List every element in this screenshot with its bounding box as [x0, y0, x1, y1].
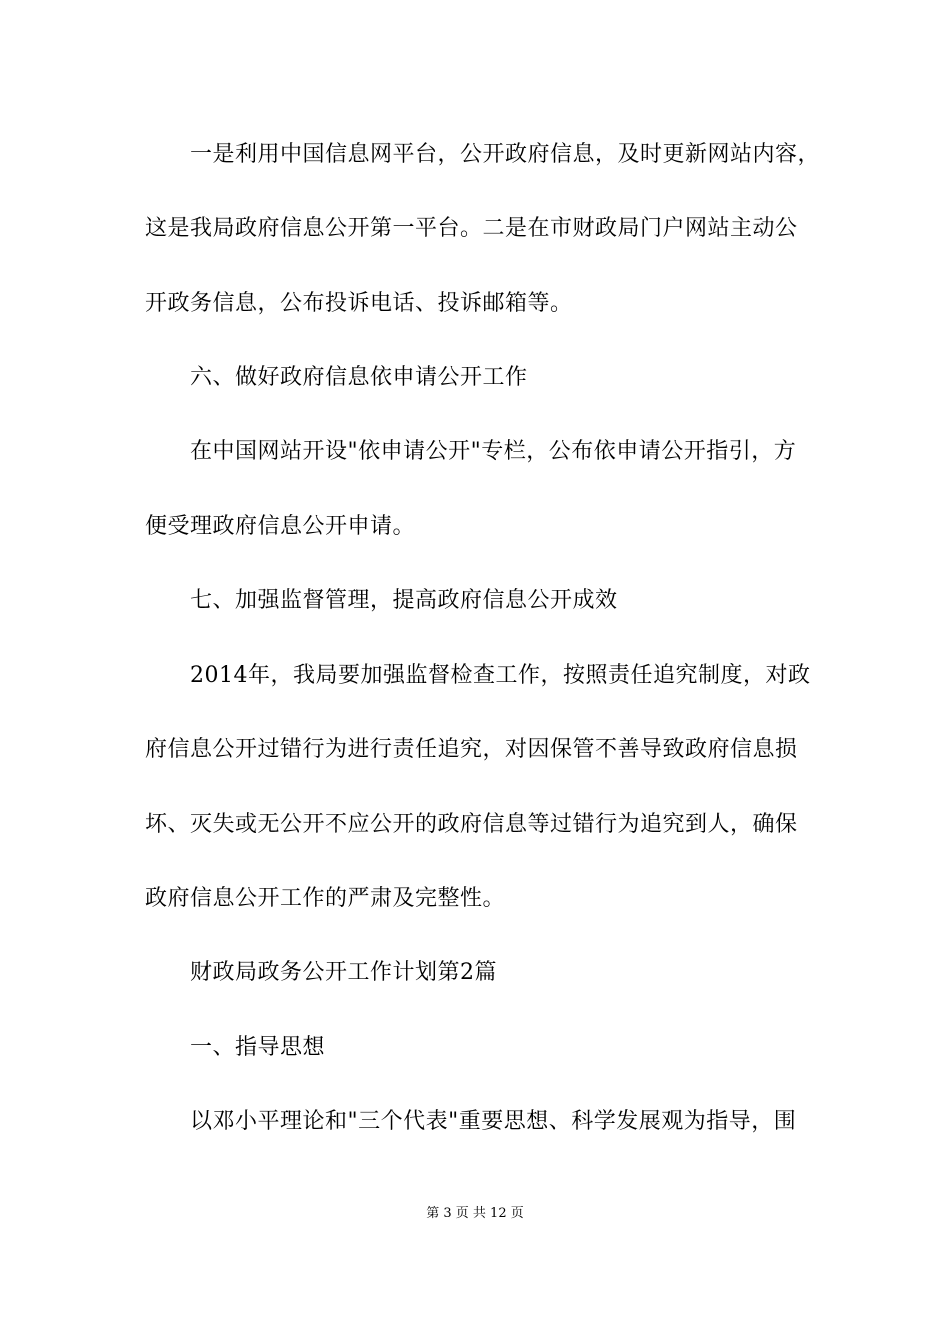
- section-heading: 一、指导思想: [190, 1035, 326, 1060]
- text-line: 开政务信息，公布投诉电话、投诉邮箱等。: [145, 291, 573, 316]
- text-line: 坏、灭失或无公开不应公开的政府信息等过错行为追究到人，确保: [145, 812, 798, 837]
- section-heading: 七、加强监督管理，提高政府信息公开成效: [190, 588, 618, 613]
- text-line: 这是我局政府信息公开第一平台。二是在市财政局门户网站主动公: [145, 216, 798, 241]
- section-heading: 六、做好政府信息依申请公开工作: [190, 365, 528, 390]
- text-line: 在中国网站开设"依申请公开"专栏，公布依申请公开指引，方: [190, 439, 797, 464]
- page-number-footer: 第 3 页 共 12 页: [426, 1206, 524, 1221]
- text-line: 政府信息公开工作的严肃及完整性。: [145, 886, 506, 911]
- text-line: 府信息公开过错行为进行责任追究，对因保管不善导致政府信息损: [145, 737, 798, 762]
- text-line: 以邓小平理论和"三个代表"重要思想、科学发展观为指导，围: [190, 1109, 797, 1134]
- text-line: 一是利用中国信息网平台，公开政府信息，及时更新网站内容，: [190, 142, 821, 167]
- text-line: 2014年，我局要加强监督检查工作，按照责任追究制度，对政: [190, 663, 811, 688]
- text-line: 便受理政府信息公开申请。: [145, 514, 416, 539]
- article-title: 财政局政务公开工作计划第2篇: [190, 960, 497, 985]
